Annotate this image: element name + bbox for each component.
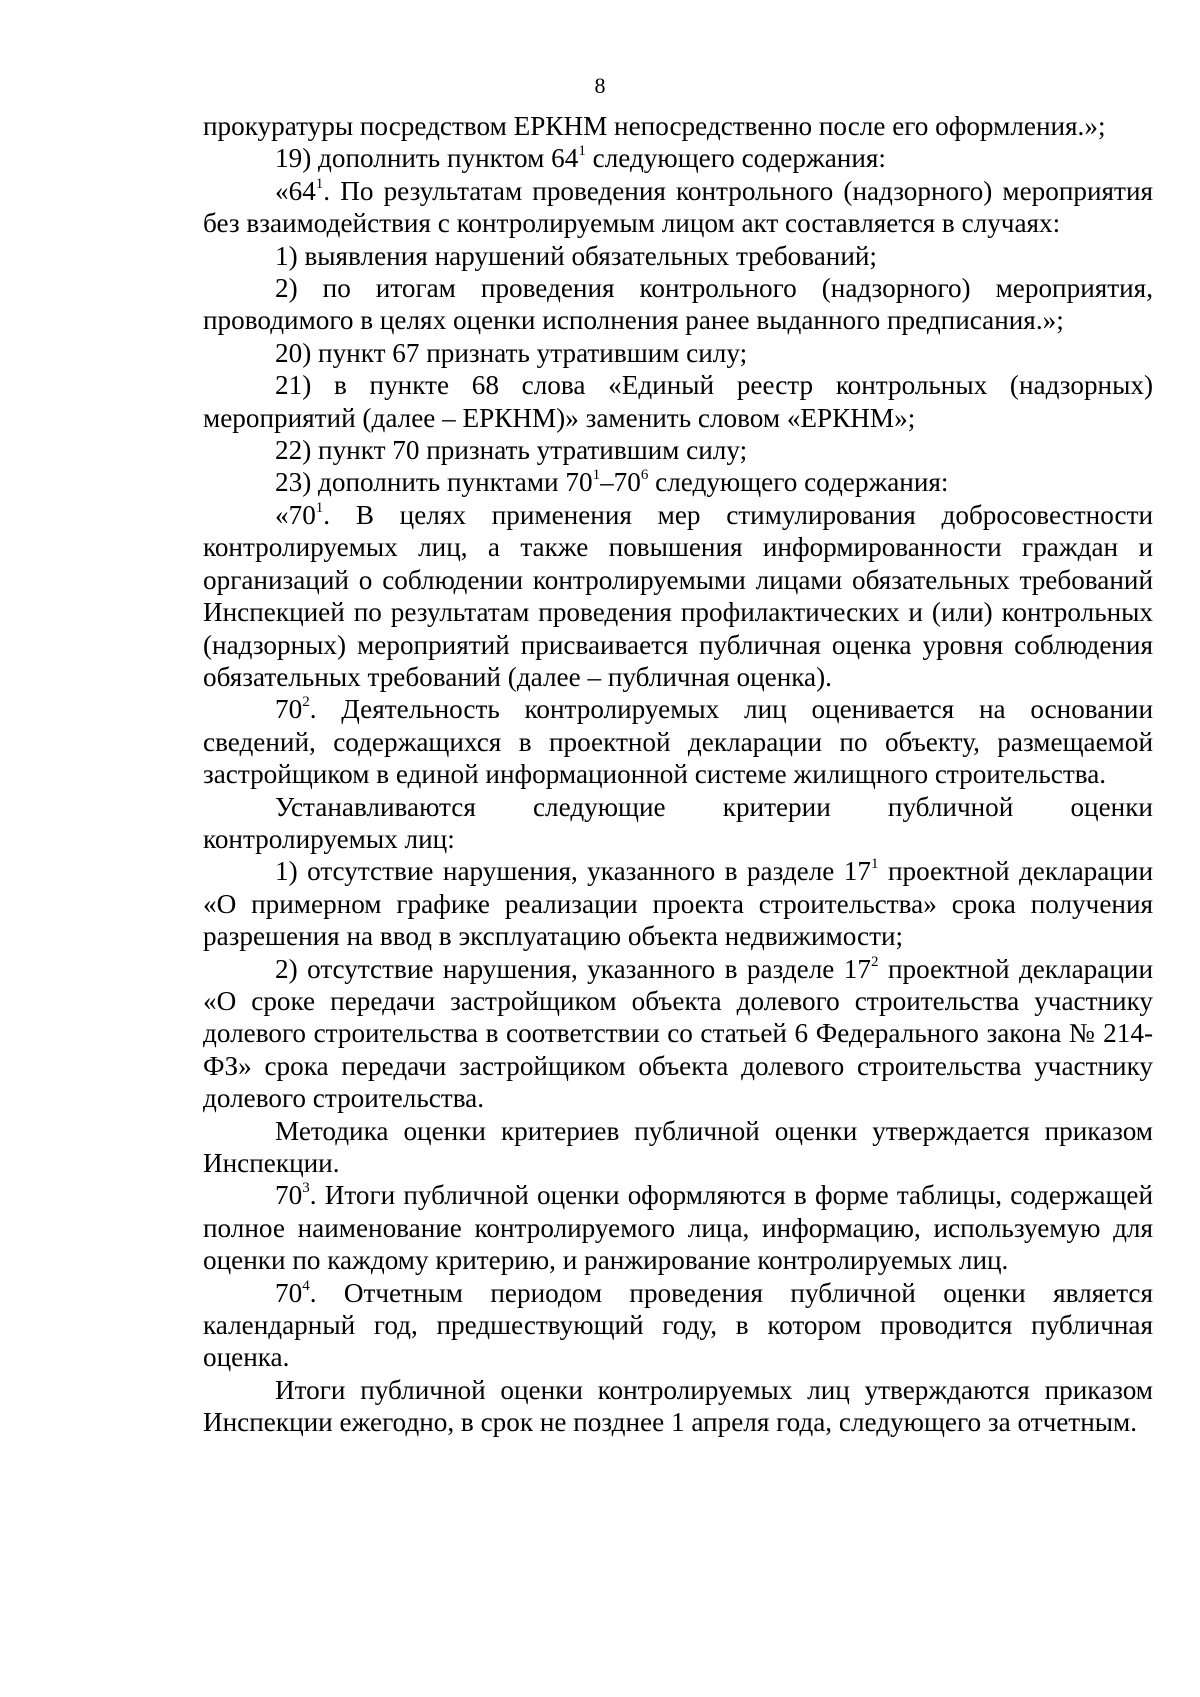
superscript: 1 bbox=[592, 467, 601, 484]
paragraph-item-22: 22) пункт 70 признать утратившим силу; bbox=[275, 435, 748, 466]
paragraph-70-3 bbox=[203, 1179, 1153, 1276]
superscript: 2 bbox=[871, 953, 879, 970]
paragraph-criterion-1 bbox=[203, 855, 1153, 952]
item-text: –70 bbox=[600, 467, 641, 498]
paragraph-continuation: прокуратуры посредством ЕРКНМ непосредственно после его оформления.»; bbox=[203, 111, 1106, 141]
item-text: 2) отсутствие нарушения, указанного в разделе 17 bbox=[275, 953, 871, 984]
item-text: следующего содержания: bbox=[585, 143, 886, 174]
paragraph-70-1 bbox=[203, 499, 1153, 693]
item-text: 1) отсутствие нарушения, указанного в разделе 17 bbox=[275, 856, 871, 887]
item-text: 19) дополнить пунктом 64 bbox=[275, 143, 579, 174]
item-text: «64 bbox=[275, 175, 316, 206]
superscript: 2 bbox=[302, 694, 310, 711]
paragraph-subitem-1: 1) выявления нарушений обязательных требований; bbox=[275, 240, 877, 271]
paragraph-criteria-intro: Устанавливаются следующие критерии публичной оценки контролируемых лиц: bbox=[203, 791, 1153, 854]
paragraph-item-19 bbox=[203, 142, 1153, 174]
superscript: 1 bbox=[315, 499, 324, 516]
document-body bbox=[203, 110, 1153, 1439]
paragraph-64-1 bbox=[203, 175, 1153, 240]
item-text: 70 bbox=[275, 1277, 303, 1308]
item-text: . По результатам проведения контрольного (надзорного) мероприятия без взаимодействия с контролируемым лицом акт составляется в случаях: bbox=[203, 175, 1153, 239]
item-text: 70 bbox=[275, 694, 303, 725]
superscript: 1 bbox=[315, 175, 324, 192]
item-text: 70 bbox=[275, 1180, 303, 1211]
paragraph-subitem-2: 2) по итогам проведения контрольного (надзорного) мероприятия, проводимого в целях оценки исполнения ранее выданного предписания.»; bbox=[203, 273, 1153, 336]
item-text: проектной декларации «О сроке передачи застройщиком объекта долевого строительства участнику долевого строительства в соответствии со статьей 6 Федерального закона № 214-ФЗ» срока передачи застройщиком объекта долевого строительства участнику долевого строительства. bbox=[203, 953, 1153, 1114]
item-text: следующего содержания: bbox=[648, 467, 949, 498]
superscript: 1 bbox=[578, 143, 586, 160]
paragraph-item-20: 20) пункт 67 признать утратившим силу; bbox=[275, 337, 748, 368]
paragraph-methodology: Методика оценки критериев публичной оценки утверждается приказом Инспекции. bbox=[203, 1115, 1153, 1178]
superscript: 3 bbox=[302, 1180, 310, 1197]
item-text: . Отчетным периодом проведения публичной оценки является календарный год, предшествующий году, в котором проводится публичная оценка. bbox=[203, 1277, 1153, 1373]
superscript: 6 bbox=[640, 467, 649, 484]
item-text: «70 bbox=[275, 499, 316, 530]
item-text: . Итоги публичной оценки оформляются в форме таблицы, содержащей полное наименование контролируемого лица, информацию, используемую для оценки по каждому критерию, и ранжирование контролируемых лиц. bbox=[203, 1180, 1153, 1276]
paragraph-item-23 bbox=[203, 466, 1153, 498]
paragraph-item-21: 21) в пункте 68 слова «Единый реестр контрольных (надзорных) мероприятий (далее – ЕРКНМ)» заменить словом «ЕРКНМ»; bbox=[203, 370, 1153, 433]
paragraph-70-2 bbox=[203, 693, 1153, 790]
paragraph-criterion-2 bbox=[203, 953, 1153, 1115]
superscript: 1 bbox=[871, 856, 879, 873]
paragraph-70-4 bbox=[203, 1277, 1153, 1374]
item-text: 23) дополнить пунктами 70 bbox=[275, 467, 593, 498]
paragraph-results-approval: Итоги публичной оценки контролируемых лиц утверждаются приказом Инспекции ежегодно, в срок не позднее 1 апреля года, следующего за отчетным. bbox=[203, 1374, 1153, 1438]
item-text: . Деятельность контролируемых лиц оценивается на основании сведений, содержащихся в проектной декларации по объекту, размещаемой застройщиком в единой информационной системе жилищного строительства. bbox=[203, 694, 1153, 790]
item-text: проектной декларации «О примерном графике реализации проекта строительства» срока получения разрешения на ввод в эксплуатацию объекта недвижимости; bbox=[203, 856, 1153, 952]
page-number: 8 bbox=[594, 73, 606, 98]
item-text: . В целях применения мер стимулирования добросовестности контролируемых лиц, а также повышения информированности граждан и организаций о соблюдении контролируемыми лицами обязательных требований Инспекцией по результатам проведения профилактических и (или) контрольных (надзорных) мероприятий присваивается публичная оценка уровня соблюдения обязательных требований (далее – публичная оценка). bbox=[203, 499, 1153, 692]
superscript: 4 bbox=[302, 1277, 310, 1294]
